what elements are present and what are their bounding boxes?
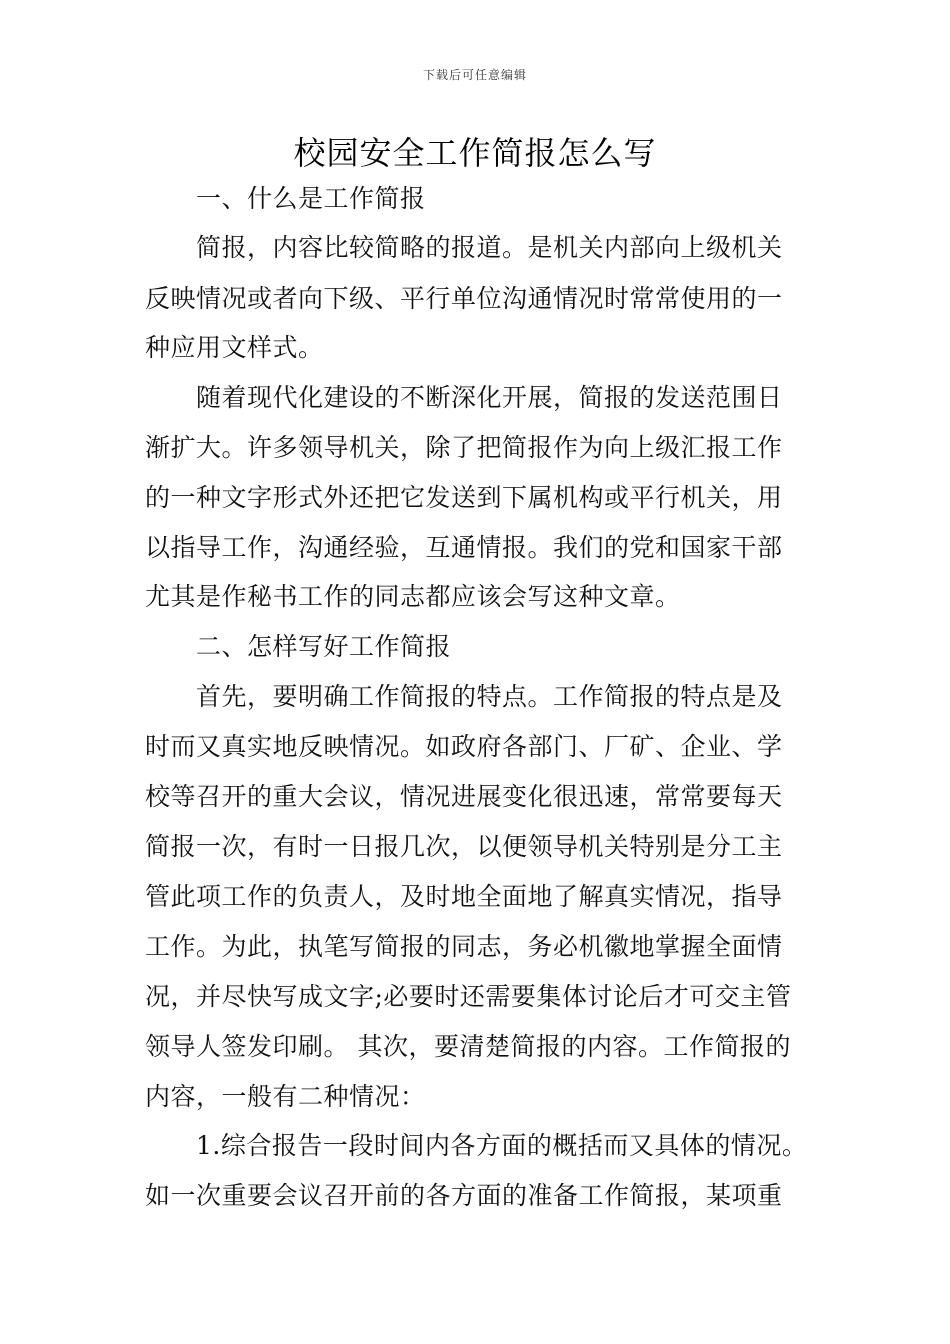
section-heading-1: 一、什么是工作简报 [196,184,426,213]
paragraph-line: 以指导工作，沟通经验，互通情报。我们的党和国家干部 [145,533,783,562]
paragraph-line: 如一次重要会议召开前的各方面的准备工作简报，某项重 [145,1181,783,1210]
paragraph-line: 尤其是作秘书工作的同志都应该会写这种文章。 [145,582,681,611]
paragraph-line: 校等召开的重大会议，情况进展变化很迅速，常常要每天 [145,782,783,811]
paragraph-line: 渐扩大。许多领导机关，除了把简报作为向上级汇报工作 [145,433,783,462]
list-item-1: 1.综合报告一段时间内各方面的概括而又具体的情况。 [196,1131,808,1160]
paragraph-line: 的一种文字形式外还把它发送到下属机构或平行机关，用 [145,483,783,512]
paragraph-line: 首先，要明确工作简报的特点。工作简报的特点是及 [196,682,783,711]
document-title: 校园安全工作简报怎么写 [293,134,657,172]
paragraph-line: 反映情况或者向下级、平行单位沟通情况时常常使用的一 [145,284,783,313]
paragraph-line: 工作。为此，执笔写简报的同志，务必机徽地掌握全面情 [145,932,783,961]
paragraph-line: 种应用文样式。 [145,333,324,362]
section-heading-2: 二、怎样写好工作简报 [196,632,452,661]
paragraph-line: 简报一次，有时一日报几次，以便领导机关特别是分工主 [145,832,783,861]
paragraph-line: 随着现代化建设的不断深化开展，简报的发送范围日 [196,383,783,412]
paragraph-line: 况，并尽快写成文字;必要时还需要集体讨论后才可交主管 [145,982,792,1011]
paragraph-line: 领导人签发印刷。 其次，要清楚简报的内容。工作简报的 [145,1032,791,1061]
header-note: 下载后可任意编辑 [422,68,527,82]
paragraph-line: 管此项工作的负责人，及时地全面地了解真实情况，指导 [145,882,783,911]
paragraph-line: 内容，一般有二种情况： [145,1082,426,1111]
paragraph-line: 时而又真实地反映情况。如政府各部门、厂矿、企业、学 [145,732,783,761]
paragraph-line: 简报，内容比较简略的报道。是机关内部向上级机关 [196,233,783,262]
